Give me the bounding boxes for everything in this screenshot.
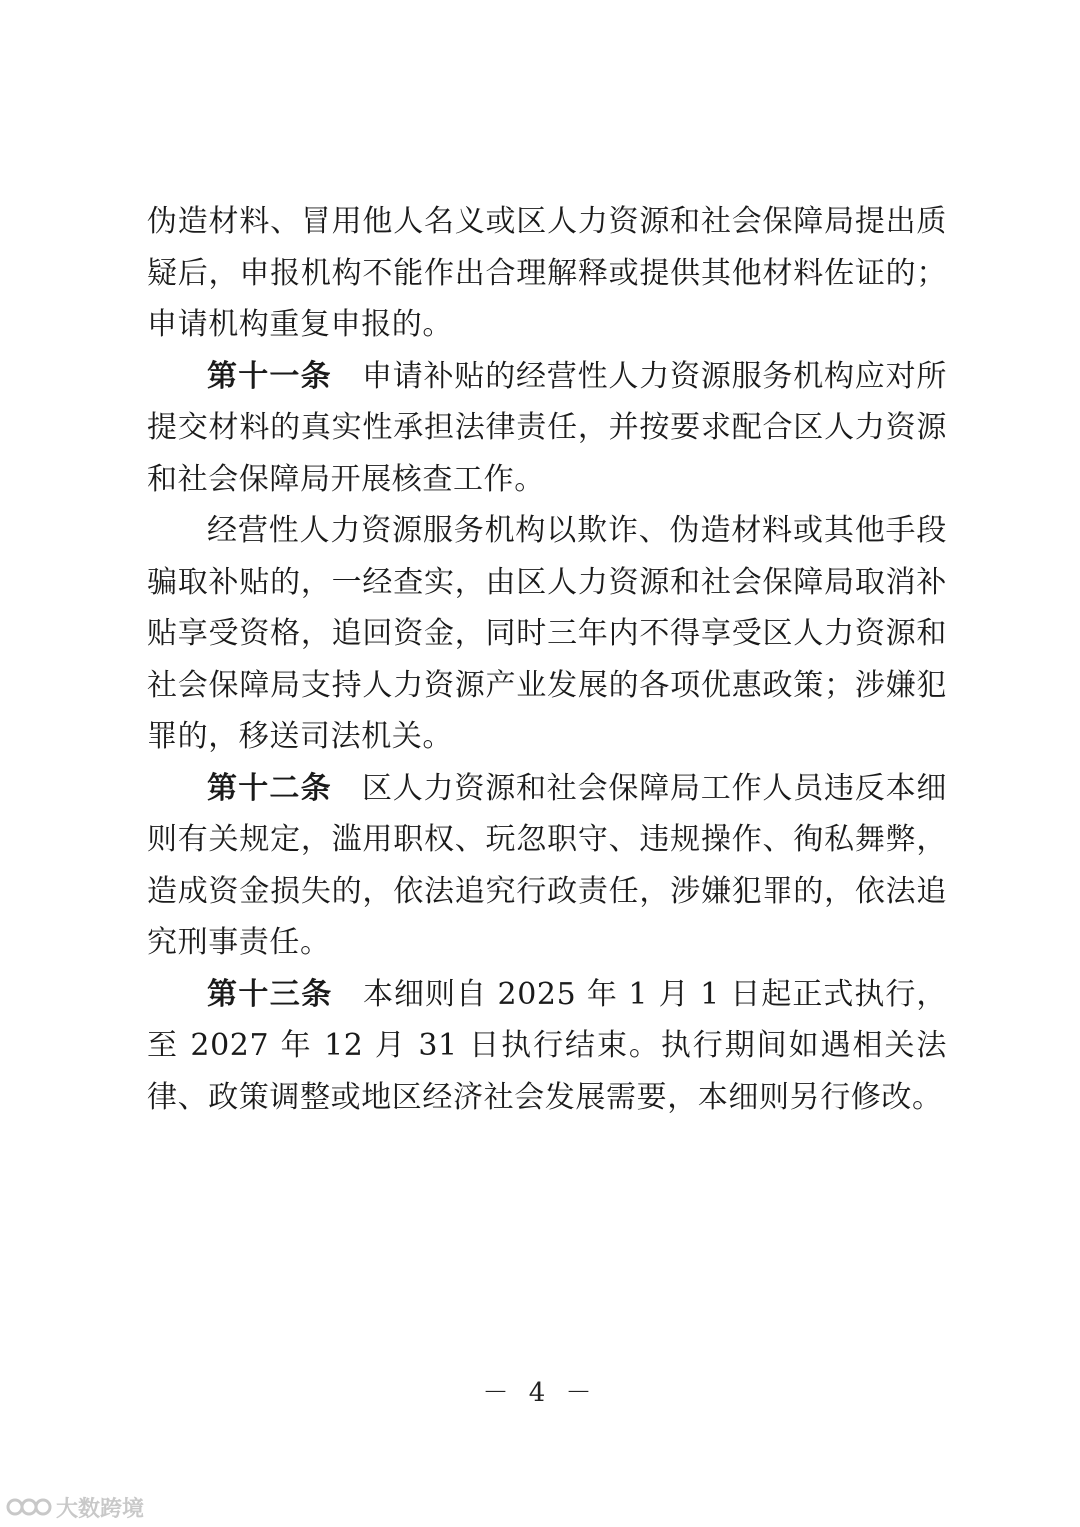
watermark bbox=[6, 1492, 144, 1522]
article-11 bbox=[147, 351, 947, 506]
watermark-logo-icon bbox=[6, 1494, 52, 1520]
article-12-heading: 第十二条 bbox=[207, 770, 332, 806]
document-body bbox=[147, 196, 947, 1123]
article-13-heading: 第十三条 bbox=[207, 976, 333, 1012]
article-12 bbox=[147, 763, 947, 969]
paragraph-fraud-penalty: 经营性人力资源服务机构以欺诈、伪造材料或其他手段骗取补贴的，一经查实，由区人力资源和社会保障局取消补贴享受资格，追回资金，同时三年内不得享受区人力资源和社会保障局支持人力资源产业发展的各项优惠政策；涉嫌犯罪的，移送司法机关。 bbox=[147, 513, 947, 754]
paragraph-continued: 伪造材料、冒用他人名义或区人力资源和社会保障局提出质疑后，申报机构不能作出合理解释或提供其他材料佐证的；申请机构重复申报的。 bbox=[147, 204, 947, 342]
article-11-body: 申请补贴的经营性人力资源服务机构应对所提交材料的真实性承担法律责任，并按要求配合区人力资源和社会保障局开展核查工作。 bbox=[147, 358, 948, 497]
article-12-body: 区人力资源和社会保障局工作人员违反本细则有关规定，滥用职权、玩忽职守、违规操作、徇私舞弊，造成资金损失的，依法追究行政责任，涉嫌犯罪的，依法追究刑事责任。 bbox=[147, 770, 948, 960]
article-13 bbox=[147, 969, 947, 1124]
page-number: － 4 － bbox=[482, 1378, 598, 1408]
article-11-heading: 第十一条 bbox=[207, 358, 332, 394]
article-13-body: 本细则自 2025 年 1 月 1 日起正式执行，至 2027 年 12 月 31 日执行结束。执行期间如遇相关法律、政策调整或地区经济社会发展需要，本细则另行修改。 bbox=[147, 976, 947, 1115]
watermark-text: 大数跨境 bbox=[56, 1496, 145, 1522]
